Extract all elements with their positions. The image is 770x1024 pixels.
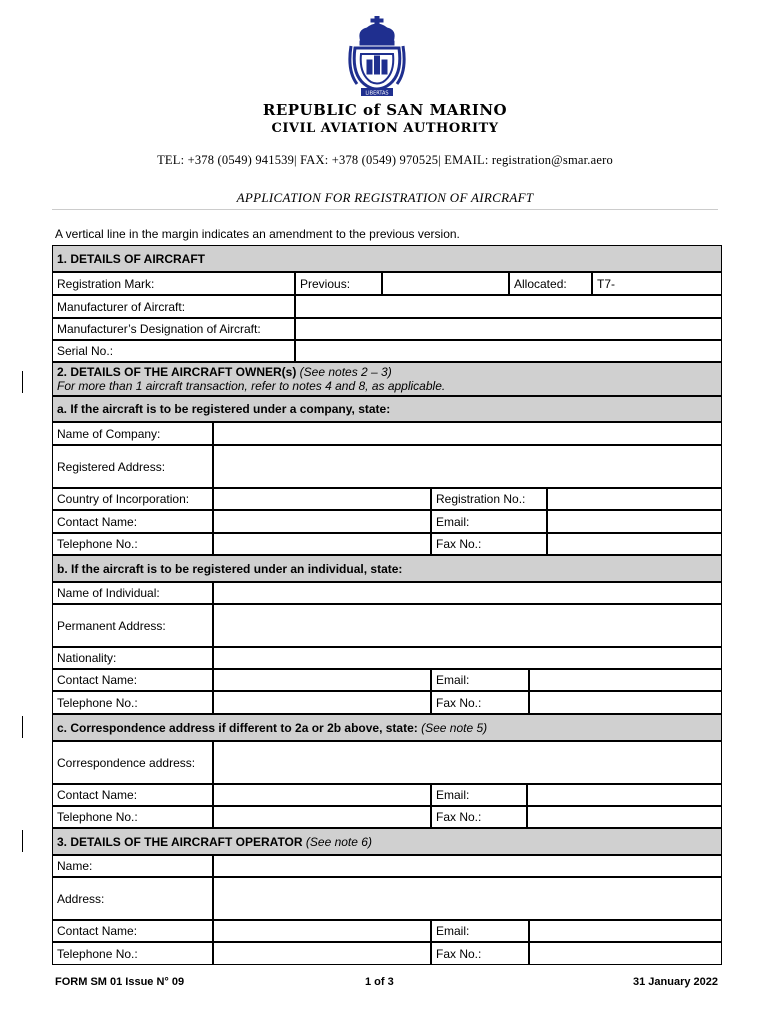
allocated-label: Allocated: [509,272,592,295]
permanent-address-field[interactable] [213,604,722,647]
contact-name-field[interactable] [213,920,431,942]
contact-name-label: Contact Name: [52,669,213,691]
amendment-bar [22,371,23,393]
form-title: APPLICATION FOR REGISTRATION OF AIRCRAFT [236,190,534,205]
email-field[interactable] [529,920,722,942]
designation-field[interactable] [295,318,722,340]
footer-form: FORM SM 01 Issue N° 09 [55,976,185,988]
serial-label: Serial No.: [52,340,295,362]
telephone-field[interactable] [213,691,431,714]
designation-label: Manufacturer’s Designation of Aircraft: [52,318,295,340]
section3-title: 3. DETAILS OF THE AIRCRAFT OPERATOR [57,834,303,849]
contact-name-label: Contact Name: [52,784,213,806]
telephone-field[interactable] [213,806,431,828]
contact-line: TEL: +378 (0549) 941539| FAX: +378 (0549) 970525| EMAIL: registration@smar.aero [157,153,613,167]
individual-name-field[interactable] [213,582,722,604]
operator-address-field[interactable] [213,877,722,920]
company-name-field[interactable] [213,422,722,445]
section2-title: 2. DETAILS OF THE AIRCRAFT OWNER(s) [57,364,297,379]
section2b-header: b. If the aircraft is to be registered under an individual, state: [52,555,722,582]
nationality-label: Nationality: [52,647,213,669]
email-field[interactable] [547,510,722,533]
amendment-note: A vertical line in the margin indicates an amendment to the previous version. [55,227,460,241]
operator-address-label: Address: [52,877,213,920]
section2a-header: a. If the aircraft is to be registered under a company, state: [52,396,722,422]
fax-label: Fax No.: [431,691,529,714]
footer-page: 1 of 3 [365,976,394,988]
email-field[interactable] [527,784,722,806]
previous-field[interactable] [382,272,509,295]
registered-address-label: Registered Address: [52,445,213,488]
republic-title: REPUBLIC of SAN MARINO [262,101,508,119]
correspondence-address-label: Correspondence address: [52,741,213,784]
authority-title: CIVIL AVIATION AUTHORITY [271,121,499,136]
telephone-label: Telephone No.: [52,691,213,714]
fax-field[interactable] [529,942,722,965]
registered-address-field[interactable] [213,445,722,488]
operator-name-label: Name: [52,855,213,877]
section2-subnote: For more than 1 aircraft transaction, refer to notes 4 and 8, as applicable. [57,378,446,393]
email-label: Email: [431,510,547,533]
individual-name-label: Name of Individual: [52,582,213,604]
fax-label: Fax No.: [431,942,529,965]
fax-field[interactable] [527,806,722,828]
divider [52,209,718,210]
telephone-label: Telephone No.: [52,533,213,555]
previous-label: Previous: [295,272,382,295]
registration-no-label: Registration No.: [431,488,547,510]
telephone-label: Telephone No.: [52,942,213,965]
contact-name-label: Contact Name: [52,510,213,533]
company-name-label: Name of Company: [52,422,213,445]
manufacturer-label: Manufacturer of Aircraft: [52,295,295,318]
registration-mark-label: Registration Mark: [52,272,295,295]
crest-logo [347,16,407,100]
section2-header [52,362,722,396]
manufacturer-field[interactable] [295,295,722,318]
fax-field[interactable] [529,691,722,714]
section2-note: (See notes 2 – 3) [299,364,392,379]
serial-field[interactable] [295,340,722,362]
section1-header: 1. DETAILS OF AIRCRAFT [52,245,722,272]
contact-name-field[interactable] [213,784,431,806]
fax-field[interactable] [547,533,722,555]
email-label: Email: [431,920,529,942]
telephone-field[interactable] [213,533,431,555]
contact-name-field[interactable] [213,669,431,691]
country-field[interactable] [213,488,431,510]
amendment-bar [22,716,23,738]
fax-label: Fax No.: [431,533,547,555]
telephone-label: Telephone No.: [52,806,213,828]
registration-no-field[interactable] [547,488,722,510]
footer-date: 31 January 2022 [632,976,718,988]
contact-name-field[interactable] [213,510,431,533]
contact-name-label: Contact Name: [52,920,213,942]
telephone-field[interactable] [213,942,431,965]
amendment-bar [22,830,23,852]
email-field[interactable] [529,669,722,691]
correspondence-address-field[interactable] [213,741,722,784]
allocated-field[interactable]: T7- [592,272,722,295]
section2c-title: c. Correspondence address if different to 2a or 2b above, state: [57,720,418,735]
permanent-address-label: Permanent Address: [52,604,213,647]
country-label: Country of Incorporation: [52,488,213,510]
fax-label: Fax No.: [431,806,527,828]
section3-note: (See note 6) [305,834,372,849]
operator-name-field[interactable] [213,855,722,877]
section3-header [52,828,722,855]
section2c-header [52,714,722,741]
email-label: Email: [431,669,529,691]
section2c-note: (See note 5) [421,720,488,735]
email-label: Email: [431,784,527,806]
svg-text:LIBERTAS: LIBERTAS [365,90,389,97]
nationality-field[interactable] [213,647,722,669]
